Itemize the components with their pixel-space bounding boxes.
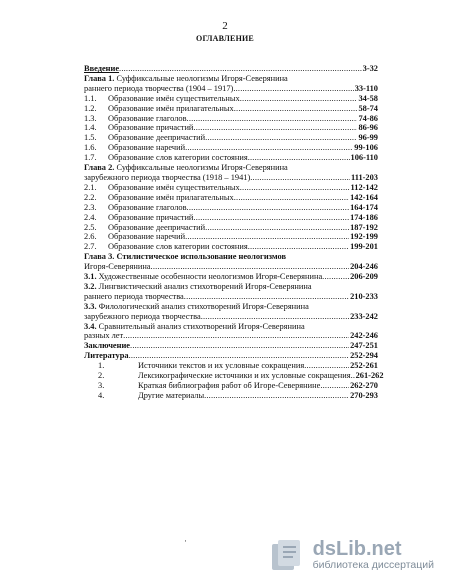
chapter-heading: Глава 2. <box>84 163 115 173</box>
toc-leader-dots <box>250 173 350 183</box>
toc-row <box>84 114 378 124</box>
toc-row <box>84 361 378 371</box>
toc-leader-dots <box>201 312 349 322</box>
toc-row-label: Филологический анализ стихотворений Игоря-Северянина <box>98 301 309 311</box>
toc-row-label: Образование имён существительных <box>108 182 240 192</box>
toc-row-label: Краткая библиография работ об Игоре-Северянине <box>138 381 321 390</box>
toc-leader-dots <box>204 391 349 401</box>
toc-leader-dots <box>193 213 349 223</box>
toc-leader-dots <box>248 242 349 252</box>
toc-row-label: Образование имён существительных <box>108 93 240 103</box>
toc-row <box>84 381 378 391</box>
toc-row <box>84 133 378 143</box>
toc-row <box>84 371 384 381</box>
toc-row-number: 3.2. <box>84 281 97 291</box>
toc-row-number: 1.3. <box>84 113 97 123</box>
toc-row-pages: 3-32 <box>362 64 378 73</box>
toc-row-pages: 252-261 <box>350 361 378 371</box>
dslib-logo-subtitle: библиотека диссертаций <box>312 559 434 571</box>
toc-leader-dots <box>187 203 350 213</box>
toc-row-label: Образование слов категории состояния <box>108 242 248 252</box>
chapter-title: Суффиксальные неологизмы Игоря-Северянина <box>114 163 288 173</box>
toc-row <box>84 351 378 361</box>
toc-leader-dots <box>205 223 349 233</box>
chapter-title: Суффиксальные неологизмы Игоря-Северянина <box>114 73 288 83</box>
scan-mark: · <box>184 536 187 546</box>
toc-row-label: Образование слов категории состояния <box>108 153 248 163</box>
toc-row <box>84 104 378 114</box>
toc-row-number: 1.5. <box>84 133 97 143</box>
toc-row-label: Игоря-Северянина <box>84 262 151 272</box>
toc-row <box>84 252 378 262</box>
toc-row-label: Лингвистический анализ стихотворений Игоря-Северянина <box>98 281 312 291</box>
toc-leader-dots <box>187 114 358 124</box>
toc-row-label: Глава 3. Стилистическое использование неологизмов <box>84 252 286 262</box>
toc-row-number: 3.1. <box>84 272 97 282</box>
toc-row-label: Образование причастий <box>108 123 194 133</box>
toc-row-number: 2. <box>98 371 105 381</box>
toc-row <box>84 232 378 242</box>
toc-row-number: 1.1. <box>84 93 97 103</box>
toc-row-pages: 96-99 <box>358 133 378 143</box>
toc-row-number: 2.7. <box>84 242 97 252</box>
toc-row-label: Образование деепричастий <box>108 133 206 143</box>
toc-row-label: Образование наречий <box>108 232 186 242</box>
toc-row-pages: 270-293 <box>350 390 378 400</box>
toc-row-number: 1.7. <box>84 153 97 163</box>
toc-row-number: 3.3. <box>84 301 97 311</box>
toc-row-pages: 204-246 <box>350 262 378 272</box>
toc-row <box>84 302 378 312</box>
toc-row-pages: 187-192 <box>350 222 378 232</box>
toc-row-label: Сравнительный анализ стихотворений Игоря-Северянина <box>98 321 305 331</box>
toc-row-number: 4. <box>98 390 105 400</box>
toc-leader-dots <box>185 232 349 242</box>
toc-row-label: Художественные особенности неологизмов Игоря-Северянина <box>98 272 323 282</box>
toc-row-number: 3. <box>98 381 105 390</box>
toc-row-number: 1. <box>98 361 105 371</box>
toc-leader-dots <box>184 292 349 302</box>
toc-row-pages: 99-106 <box>354 143 378 153</box>
toc-row <box>84 163 378 173</box>
toc-row-label: зарубежного периода творчества (1918 – 1941) <box>84 172 251 182</box>
chapter-heading: Глава 1. <box>84 73 115 83</box>
toc-row-pages: 33-110 <box>354 83 378 93</box>
toc-row <box>84 223 378 233</box>
toc-row <box>84 173 378 183</box>
toc-row-pages: 210-233 <box>350 291 378 301</box>
toc-row-number: 3.4. <box>84 321 97 331</box>
toc-row <box>84 153 378 163</box>
table-of-contents <box>84 64 384 401</box>
toc-row-pages: 174-186 <box>350 212 378 222</box>
toc-row <box>84 203 378 213</box>
toc-row-label: раннего периода творчества <box>84 291 184 301</box>
toc-row-label: Образование имён прилагательных <box>108 103 234 113</box>
toc-row-label: раннего периода творчества (1904 – 1917) <box>84 83 234 93</box>
page-number: 2 <box>222 20 228 32</box>
toc-row <box>84 123 378 133</box>
toc-row <box>84 242 378 252</box>
toc-row <box>84 331 378 341</box>
toc-row <box>84 94 378 104</box>
toc-row <box>84 64 378 74</box>
toc-row-label: Образование глаголов <box>108 113 187 123</box>
toc-leader-dots <box>234 193 349 203</box>
toc-row-label <box>84 163 288 173</box>
toc-row <box>84 341 378 351</box>
toc-row <box>84 262 378 272</box>
toc-row-label: Образование наречий <box>108 143 186 153</box>
toc-leader-dots <box>129 351 350 361</box>
dslib-watermark[interactable] <box>270 538 434 572</box>
toc-row <box>84 84 378 94</box>
toc-row <box>84 312 378 322</box>
toc-row-pages: 34-58 <box>358 93 378 103</box>
toc-leader-dots <box>233 84 353 94</box>
toc-row <box>84 322 378 332</box>
toc-row-label: Введение <box>84 64 120 73</box>
toc-row-pages: 74-86 <box>358 113 378 123</box>
toc-row-pages: 142-164 <box>350 192 378 202</box>
toc-row-label: Образование имён прилагательных <box>108 192 234 202</box>
toc-row-label: Другие материалы <box>138 390 205 400</box>
toc-row-pages: 111-203 <box>351 172 378 182</box>
toc-row-pages: 233-242 <box>350 311 378 321</box>
toc-row-pages: 261-262 <box>355 371 384 381</box>
toc-row-number: 2.4. <box>84 212 97 222</box>
toc-leader-dots <box>119 64 362 74</box>
toc-row-pages: 242-246 <box>350 331 378 341</box>
toc-row-pages: 262-270 <box>350 381 378 390</box>
toc-row-label <box>84 74 288 84</box>
toc-row-label: Источники текстов и их условные сокращения <box>138 361 305 371</box>
toc-row <box>84 391 378 401</box>
toc-row-pages: 58-74 <box>358 103 378 113</box>
toc-row-pages: 206-209 <box>350 272 378 282</box>
toc-row-pages: 112-142 <box>350 182 378 192</box>
toc-leader-dots <box>123 331 349 341</box>
toc-row-label: Заключение <box>84 341 131 351</box>
toc-row-label: разных лет <box>84 331 124 341</box>
toc-leader-dots <box>151 262 350 272</box>
dslib-logo-icon <box>270 538 308 572</box>
toc-row <box>84 143 378 153</box>
toc-row <box>84 282 378 292</box>
toc-leader-dots <box>193 123 357 133</box>
toc-row-number: 1.2. <box>84 103 97 113</box>
toc-row-label: Лексикографические источники и их условные сокращения <box>138 371 351 381</box>
toc-row <box>84 183 378 193</box>
toc-leader-dots <box>205 133 357 143</box>
toc-leader-dots <box>322 272 349 282</box>
toc-row <box>84 193 378 203</box>
toc-row <box>84 74 378 84</box>
toc-row-label: Образование деепричастий <box>108 222 206 232</box>
toc-leader-dots <box>304 361 349 371</box>
toc-leader-dots <box>130 341 349 351</box>
toc-row-label: Образование глаголов <box>108 202 187 212</box>
toc-row-number: 2.1. <box>84 182 97 192</box>
toc-row-label: Образование причастий <box>108 212 194 222</box>
toc-leader-dots <box>320 381 349 391</box>
toc-row-pages: 86-96 <box>358 123 378 133</box>
toc-row-pages: 164-174 <box>350 202 378 212</box>
toc-row-number: 2.6. <box>84 232 97 242</box>
toc-row-pages: 106-110 <box>350 153 378 163</box>
toc-row <box>84 272 378 282</box>
toc-row-pages: 247-251 <box>350 341 378 351</box>
toc-row-pages: 192-199 <box>350 232 378 242</box>
toc-row <box>84 292 378 302</box>
toc-leader-dots <box>185 143 353 153</box>
toc-row-number: 2.3. <box>84 202 97 212</box>
dslib-logo-title: dsLib.net <box>312 538 402 560</box>
toc-leader-dots <box>240 183 350 193</box>
toc-row-label: зарубежного периода творчества <box>84 311 201 321</box>
toc-row-label: Литература <box>84 351 129 361</box>
toc-leader-dots <box>240 94 358 104</box>
toc-row-pages: 252-294 <box>350 351 378 361</box>
toc-leader-dots <box>234 104 358 114</box>
toc-row-number: 1.4. <box>84 123 97 133</box>
toc-row-number: 2.5. <box>84 222 97 232</box>
toc-leader-dots <box>248 153 350 163</box>
toc-title: ОГЛАВЛЕНИЕ <box>196 34 254 43</box>
toc-row-number: 2.2. <box>84 192 97 202</box>
toc-row <box>84 213 378 223</box>
toc-row-number: 1.6. <box>84 143 97 153</box>
toc-row-pages: 199-201 <box>350 242 378 252</box>
